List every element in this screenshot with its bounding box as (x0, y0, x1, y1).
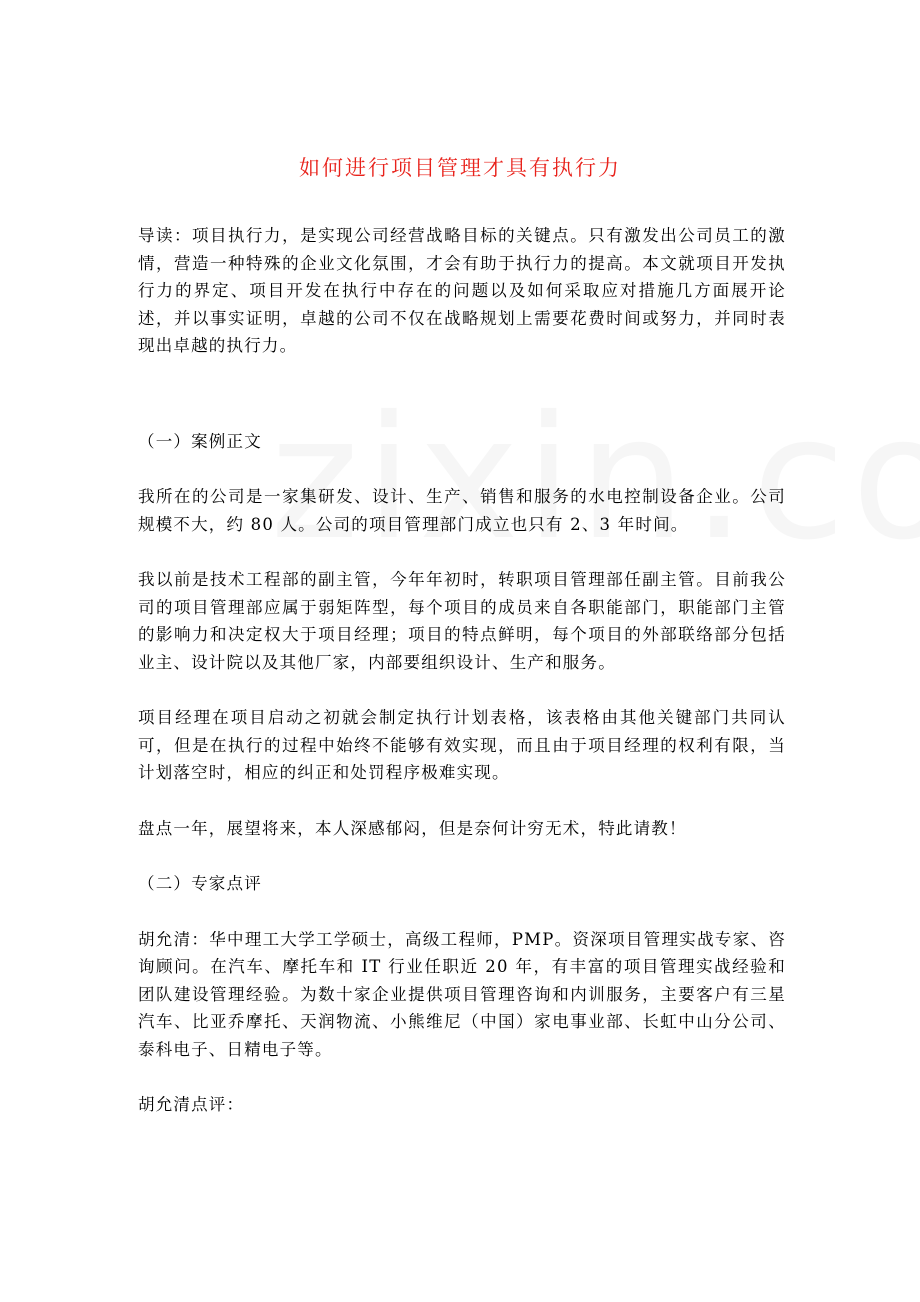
body-paragraph: 我以前是技术工程部的副主管，今年年初时，转职项目管理部任副主管。目前我公司的项目管理部应属于弱矩阵型，每个项目的成员来自各职能部门，职能部门主管的影响力和决定权大于项目经理；项目的特点鲜明，每个项目的外部联络部分包括业主、设计院以及其他厂家，内部要组织设计、生产和服务。 (138, 570, 786, 672)
section-heading-case: （一）案例正文 (138, 431, 262, 451)
intro-paragraph: 导读：项目执行力，是实现公司经营战略目标的关键点。只有激发出公司员工的激情，营造一种特殊的企业文化氛围，才会有助于执行力的提高。本文就项目开发执行力的界定、项目开发在执行中存在的问题以及如何采取应对措施几方面展开论述，并以事实证明，卓越的公司不仅在战略规划上需要花费时间或努力，并同时表现出卓越的执行力。 (138, 226, 786, 355)
body-paragraph: 我所在的公司是一家集研发、设计、生产、销售和服务的水电控制设备企业。公司规模不大，约 80 人。公司的项目管理部门成立也只有 2、3 年时间。 (138, 487, 786, 534)
expert-bio-paragraph: 胡允清：华中理工大学工学硕士，高级工程师，PMP。资深项目管理实战专家、咨询顾问。在汽车、摩托车和 IT 行业任职近 20 年，有丰富的项目管理实战经验和团队建设管理经验。为数十家企业提供项目管理咨询和内训服务，主要客户有三星汽车、比亚乔摩托、天润物流、小熊维尼（中国）家电事业部、长虹中山分公司、泰科电子、日精电子等。 (138, 929, 786, 1059)
body-paragraph: 项目经理在项目启动之初就会制定执行计划表格，该表格由其他关键部门共同认可，但是在执行的过程中始终不能够有效实现，而且由于项目经理的权利有限，当计划落空时，相应的纠正和处罚程序极难实现。 (138, 708, 786, 782)
document-title: 如何进行项目管理才具有执行力 (299, 156, 621, 180)
document-body (138, 222, 786, 1119)
section-heading-expert: （二）专家点评 (138, 874, 262, 893)
body-paragraph: 盘点一年，展望将来，本人深感郁闷，但是奈何计穷无术，特此请教！ (138, 818, 687, 838)
expert-comment-label: 胡允清点评： (138, 1095, 245, 1114)
